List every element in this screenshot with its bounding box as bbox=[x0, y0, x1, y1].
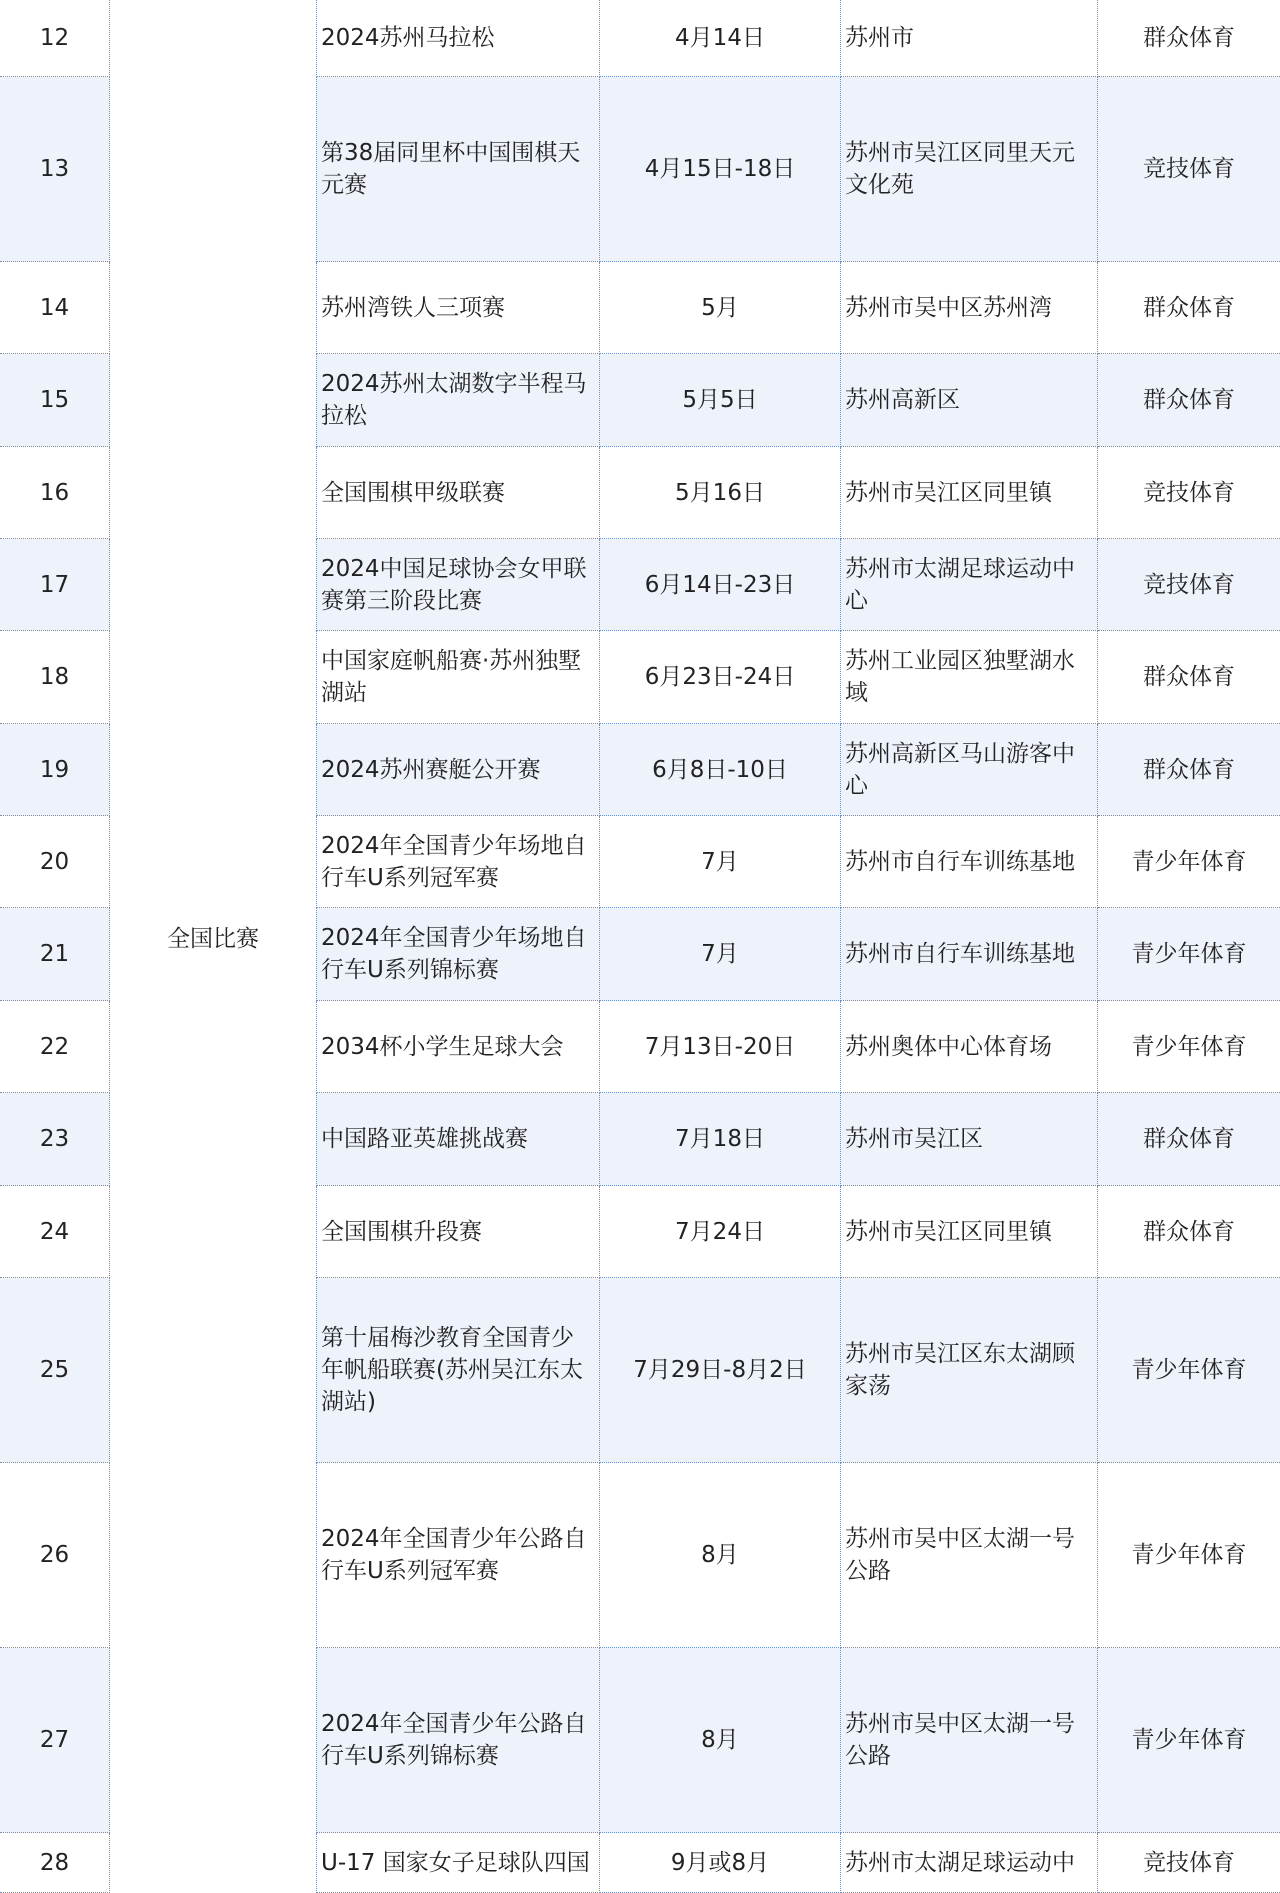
event-venue-cell bbox=[841, 77, 1098, 262]
event-name-cell bbox=[316, 631, 600, 724]
row-number-cell bbox=[0, 1463, 110, 1648]
event-type-cell bbox=[1098, 539, 1280, 631]
event-venue: 苏州奥体中心体育场 bbox=[845, 1033, 1052, 1060]
event-name: 全国围棋甲级联赛 bbox=[321, 479, 505, 506]
event-date-cell bbox=[600, 1093, 841, 1186]
event-venue-cell bbox=[841, 1833, 1098, 1893]
event-venue: 苏州市吴江区东太湖顾家荡 bbox=[845, 1341, 1075, 1399]
event-date: 5月5日 bbox=[682, 387, 758, 413]
event-date-cell bbox=[600, 262, 841, 354]
event-name-cell bbox=[316, 816, 600, 908]
event-venue-cell bbox=[841, 539, 1098, 631]
row-number-cell bbox=[0, 447, 110, 539]
row-number: 20 bbox=[39, 848, 70, 875]
event-date-cell bbox=[600, 724, 841, 816]
event-venue-cell bbox=[841, 1278, 1098, 1463]
row-number-cell bbox=[0, 908, 110, 1001]
event-type-cell bbox=[1098, 1833, 1280, 1893]
row-number: 15 bbox=[39, 387, 70, 413]
event-date-cell bbox=[600, 816, 841, 908]
event-name-cell bbox=[316, 447, 600, 539]
event-type-cell bbox=[1098, 1001, 1280, 1093]
event-type-cell bbox=[1098, 816, 1280, 908]
event-date-cell bbox=[600, 447, 841, 539]
event-date-cell bbox=[600, 908, 841, 1001]
event-name-cell bbox=[316, 1278, 600, 1463]
event-name-cell bbox=[316, 1186, 600, 1278]
event-name: 中国家庭帆船赛·苏州独墅湖站 bbox=[321, 648, 582, 706]
event-date-cell bbox=[600, 0, 841, 77]
event-date-cell bbox=[600, 354, 841, 447]
event-date-cell bbox=[600, 631, 841, 724]
row-number: 23 bbox=[39, 1126, 70, 1152]
event-venue-cell bbox=[841, 447, 1098, 539]
row-number: 16 bbox=[39, 479, 70, 506]
event-type: 群众体育 bbox=[1143, 756, 1235, 783]
event-venue-cell bbox=[841, 1648, 1098, 1833]
row-number: 24 bbox=[39, 1218, 70, 1245]
event-name-cell bbox=[316, 0, 600, 77]
event-type: 群众体育 bbox=[1143, 25, 1235, 51]
event-name-cell bbox=[316, 1833, 600, 1893]
event-venue: 苏州市太湖足球运动中心 bbox=[845, 555, 1075, 614]
row-number-cell bbox=[0, 724, 110, 816]
event-name: 苏州湾铁人三项赛 bbox=[321, 294, 505, 321]
event-date-cell bbox=[600, 1833, 841, 1893]
event-venue: 苏州市自行车训练基地 bbox=[845, 941, 1075, 967]
event-name-cell bbox=[316, 1001, 600, 1093]
event-name-cell bbox=[316, 1648, 600, 1833]
event-date-cell bbox=[600, 1278, 841, 1463]
event-name: 2034杯小学生足球大会 bbox=[321, 1033, 564, 1060]
row-number: 13 bbox=[39, 156, 70, 182]
event-date: 7月29日-8月2日 bbox=[633, 1357, 807, 1383]
row-number-cell bbox=[0, 1648, 110, 1833]
event-type: 青少年体育 bbox=[1131, 1033, 1247, 1060]
event-type-cell bbox=[1098, 0, 1280, 77]
row-number-cell bbox=[0, 1186, 110, 1278]
event-venue: 苏州市自行车训练基地 bbox=[845, 848, 1075, 875]
event-date: 7月24日 bbox=[675, 1218, 765, 1245]
row-number: 14 bbox=[39, 294, 70, 321]
event-date: 5月16日 bbox=[675, 479, 765, 506]
event-name: 2024苏州马拉松 bbox=[321, 25, 495, 51]
row-number: 26 bbox=[39, 1542, 70, 1568]
row-number-cell bbox=[0, 1278, 110, 1463]
event-name: 2024年全国青少年场地自行车U系列锦标赛 bbox=[321, 925, 587, 983]
row-number: 18 bbox=[39, 664, 70, 690]
row-number: 25 bbox=[39, 1357, 70, 1383]
event-venue: 苏州工业园区独墅湖水域 bbox=[845, 648, 1075, 706]
event-date-cell bbox=[600, 539, 841, 631]
event-venue-cell bbox=[841, 1001, 1098, 1093]
event-venue-cell bbox=[841, 262, 1098, 354]
row-number-cell bbox=[0, 77, 110, 262]
event-name: 2024苏州太湖数字半程马拉松 bbox=[321, 371, 587, 429]
event-date-cell bbox=[600, 1463, 841, 1648]
event-type: 竞技体育 bbox=[1143, 479, 1235, 506]
event-type: 青少年体育 bbox=[1131, 1727, 1247, 1753]
event-name-cell bbox=[316, 262, 600, 354]
row-number: 28 bbox=[39, 1849, 70, 1876]
event-type: 青少年体育 bbox=[1131, 1542, 1247, 1568]
event-type-cell bbox=[1098, 1278, 1280, 1463]
event-type-cell bbox=[1098, 1648, 1280, 1833]
event-venue-cell bbox=[841, 908, 1098, 1001]
row-number-cell bbox=[0, 539, 110, 631]
event-venue-cell bbox=[841, 1093, 1098, 1186]
event-name: 全国围棋升段赛 bbox=[321, 1218, 482, 1245]
row-number-cell bbox=[0, 262, 110, 354]
event-venue-cell bbox=[841, 0, 1098, 77]
event-type: 青少年体育 bbox=[1131, 941, 1247, 967]
event-type-cell bbox=[1098, 724, 1280, 816]
event-type: 群众体育 bbox=[1143, 664, 1235, 690]
event-venue: 苏州市太湖足球运动中 bbox=[845, 1849, 1075, 1876]
event-name-cell bbox=[316, 1093, 600, 1186]
event-date: 6月23日-24日 bbox=[644, 664, 796, 690]
event-type-cell bbox=[1098, 1093, 1280, 1186]
event-date: 5月 bbox=[701, 294, 739, 321]
event-venue: 苏州市 bbox=[845, 25, 914, 51]
event-date: 4月15日-18日 bbox=[644, 156, 796, 182]
event-name-cell bbox=[316, 354, 600, 447]
event-type: 群众体育 bbox=[1143, 294, 1235, 321]
event-venue: 苏州高新区马山游客中心 bbox=[845, 740, 1075, 799]
row-number: 21 bbox=[39, 941, 70, 967]
event-date: 7月18日 bbox=[675, 1126, 765, 1152]
event-date: 8月 bbox=[701, 1542, 739, 1568]
event-venue: 苏州市吴江区 bbox=[845, 1126, 983, 1152]
event-name: 2024年全国青少年公路自行车U系列冠军赛 bbox=[321, 1526, 587, 1584]
row-number-cell bbox=[0, 354, 110, 447]
event-type-cell bbox=[1098, 908, 1280, 1001]
event-type: 竞技体育 bbox=[1143, 571, 1235, 598]
event-type-cell bbox=[1098, 447, 1280, 539]
event-date: 9月或8月 bbox=[670, 1849, 770, 1876]
event-venue: 苏州市吴中区太湖一号公路 bbox=[845, 1711, 1075, 1769]
event-name-cell bbox=[316, 724, 600, 816]
event-name-cell bbox=[316, 1463, 600, 1648]
row-number: 22 bbox=[39, 1033, 70, 1060]
event-type-cell bbox=[1098, 631, 1280, 724]
row-number-cell bbox=[0, 816, 110, 908]
category-cell bbox=[110, 0, 316, 1873]
category-label: 全国比赛 bbox=[167, 926, 259, 952]
event-name: U-17 国家女子足球队四国 bbox=[321, 1849, 590, 1876]
event-date: 8月 bbox=[701, 1727, 739, 1753]
event-type: 竞技体育 bbox=[1143, 1849, 1235, 1876]
event-name: 2024苏州赛艇公开赛 bbox=[321, 756, 541, 783]
row-number: 27 bbox=[39, 1727, 70, 1753]
event-venue-cell bbox=[841, 354, 1098, 447]
event-type-cell bbox=[1098, 1186, 1280, 1278]
event-date: 7月13日-20日 bbox=[644, 1033, 796, 1060]
event-date: 6月14日-23日 bbox=[644, 571, 796, 598]
event-type: 青少年体育 bbox=[1131, 1357, 1247, 1383]
event-type-cell bbox=[1098, 77, 1280, 262]
event-type: 群众体育 bbox=[1143, 387, 1235, 413]
event-type: 竞技体育 bbox=[1143, 156, 1235, 182]
event-venue-cell bbox=[841, 1186, 1098, 1278]
event-venue-cell bbox=[841, 1463, 1098, 1648]
event-name-cell bbox=[316, 908, 600, 1001]
row-number-cell bbox=[0, 1093, 110, 1186]
event-date-cell bbox=[600, 1186, 841, 1278]
event-name: 2024年全国青少年场地自行车U系列冠军赛 bbox=[321, 832, 587, 891]
event-name: 第十届梅沙教育全国青少年帆船联赛(苏州吴江东太湖站) bbox=[321, 1325, 583, 1415]
row-number-cell bbox=[0, 1001, 110, 1093]
event-venue: 苏州市吴江区同里镇 bbox=[845, 479, 1052, 506]
event-venue: 苏州市吴江区同里镇 bbox=[845, 1218, 1052, 1245]
event-name: 2024中国足球协会女甲联赛第三阶段比赛 bbox=[321, 555, 587, 614]
event-date: 6月8日-10日 bbox=[652, 756, 788, 783]
row-number: 19 bbox=[39, 756, 70, 783]
event-type: 群众体育 bbox=[1143, 1126, 1235, 1152]
event-type: 群众体育 bbox=[1143, 1218, 1235, 1245]
event-date: 4月14日 bbox=[675, 25, 765, 51]
row-number-cell bbox=[0, 631, 110, 724]
event-date: 7月 bbox=[701, 941, 739, 967]
event-venue: 苏州市吴中区苏州湾 bbox=[845, 294, 1052, 321]
event-venue-cell bbox=[841, 816, 1098, 908]
event-date: 7月 bbox=[701, 848, 739, 875]
event-date-cell bbox=[600, 1648, 841, 1833]
event-name-cell bbox=[316, 77, 600, 262]
event-name: 第38届同里杯中国围棋天元赛 bbox=[321, 140, 581, 198]
event-name: 中国路亚英雄挑战赛 bbox=[321, 1126, 528, 1152]
event-venue-cell bbox=[841, 724, 1098, 816]
event-type-cell bbox=[1098, 262, 1280, 354]
row-number-cell bbox=[0, 0, 110, 77]
event-date-cell bbox=[600, 77, 841, 262]
event-name-cell bbox=[316, 539, 600, 631]
row-number-cell bbox=[0, 1833, 110, 1893]
event-venue: 苏州市吴中区太湖一号公路 bbox=[845, 1526, 1075, 1584]
event-venue: 苏州高新区 bbox=[845, 387, 960, 413]
event-name: 2024年全国青少年公路自行车U系列锦标赛 bbox=[321, 1711, 587, 1769]
row-number: 12 bbox=[39, 25, 70, 51]
event-type-cell bbox=[1098, 1463, 1280, 1648]
event-venue: 苏州市吴江区同里天元文化苑 bbox=[845, 140, 1075, 198]
event-type-cell bbox=[1098, 354, 1280, 447]
row-number: 17 bbox=[39, 571, 70, 598]
event-date-cell bbox=[600, 1001, 841, 1093]
event-type: 青少年体育 bbox=[1131, 848, 1247, 875]
event-venue-cell bbox=[841, 631, 1098, 724]
